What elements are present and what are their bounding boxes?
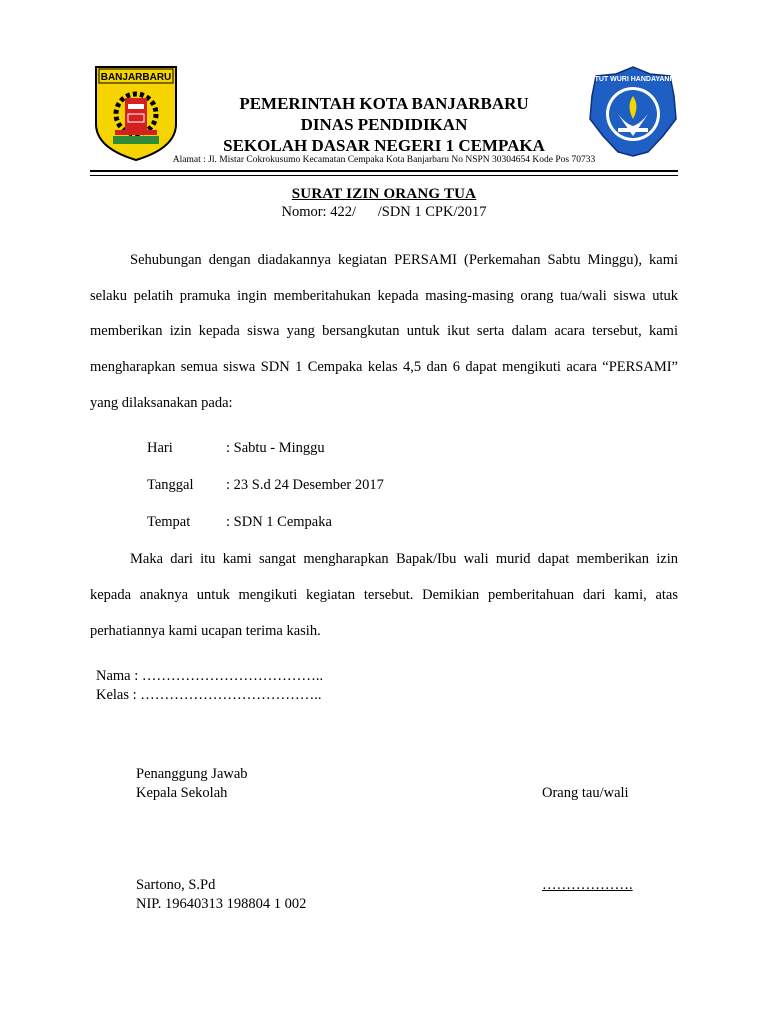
signature-left-name: Sartono, S.Pd [136, 877, 216, 893]
detail-label-date: Tanggal [147, 477, 194, 493]
paragraph2-line2: kepada anaknya untuk mengikuti kegiatan tersebut. Demikian pemberitahuan dari kami, atas [90, 587, 678, 603]
signature-right-role: Orang tau/wali [542, 785, 629, 801]
letter-number: Nomor: 422/ /SDN 1 CPK/2017 [281, 204, 487, 220]
signature-left-nip: NIP. 19640313 198804 1 002 [136, 896, 307, 912]
detail-value-place: : SDN 1 Cempaka [226, 514, 332, 530]
paragraph1-line3: memberikan izin kepada siswa yang bersangkutan untuk ikut serta dalam acara tersebut, kami [90, 323, 678, 339]
detail-label-place: Tempat [147, 514, 191, 530]
letter-title: SURAT IZIN ORANG TUA [291, 186, 477, 202]
name-field: Nama : ……………………………….. [96, 668, 324, 684]
paragraph2-line3: perhatiannya kami ucapan terima kasih. [90, 623, 321, 639]
letterhead-rule-thin [90, 175, 678, 176]
signature-right-name: ………………. [542, 877, 633, 893]
letterhead-line1: PEMERINTAH KOTA BANJARBARU [239, 94, 529, 113]
detail-value-date: : 23 S.d 24 Desember 2017 [226, 477, 384, 493]
detail-value-day: : Sabtu - Minggu [226, 440, 325, 456]
letterhead-rule-thick [90, 170, 678, 172]
letterhead-line2: DINAS PENDIDIKAN [300, 115, 468, 134]
paragraph1-line4: mengharapkan semua siswa SDN 1 Cempaka kelas 4,5 dan 6 dapat mengikuti acara “PERSAMI” [90, 359, 678, 375]
class-field: Kelas : ……………………………….. [96, 687, 322, 703]
paragraph2-line1: Maka dari itu kami sangat mengharapkan Bapak/Ibu wali murid dapat memberikan izin [130, 551, 678, 567]
logo-left-text: BANJARBARU [100, 72, 172, 83]
paragraph1-line5: yang dilaksanakan pada: [90, 395, 233, 411]
letterhead-line3: SEKOLAH DASAR NEGERI 1 CEMPAKA [223, 136, 545, 155]
logo-right-text: TUT WURI HANDAYANI [594, 76, 672, 83]
paragraph1-line1: Sehubungan dengan diadakannya kegiatan PERSAMI (Perkemahan Sabtu Minggu), kami [130, 252, 678, 268]
signature-left-role1: Penanggung Jawab [136, 766, 248, 782]
signature-left-role2: Kepala Sekolah [136, 785, 228, 801]
paragraph1-line2: selaku pelatih pramuka ingin memberitahukan kepada masing-masing orang tua/wali siswa utuk [90, 288, 678, 304]
detail-label-day: Hari [147, 440, 173, 456]
letterhead-address: Alamat : Jl. Mistar Cokrokusumo Kecamatan Cempaka Kota Banjarbaru No NSPN 30304654 Kode Pos 70733 [172, 155, 596, 165]
